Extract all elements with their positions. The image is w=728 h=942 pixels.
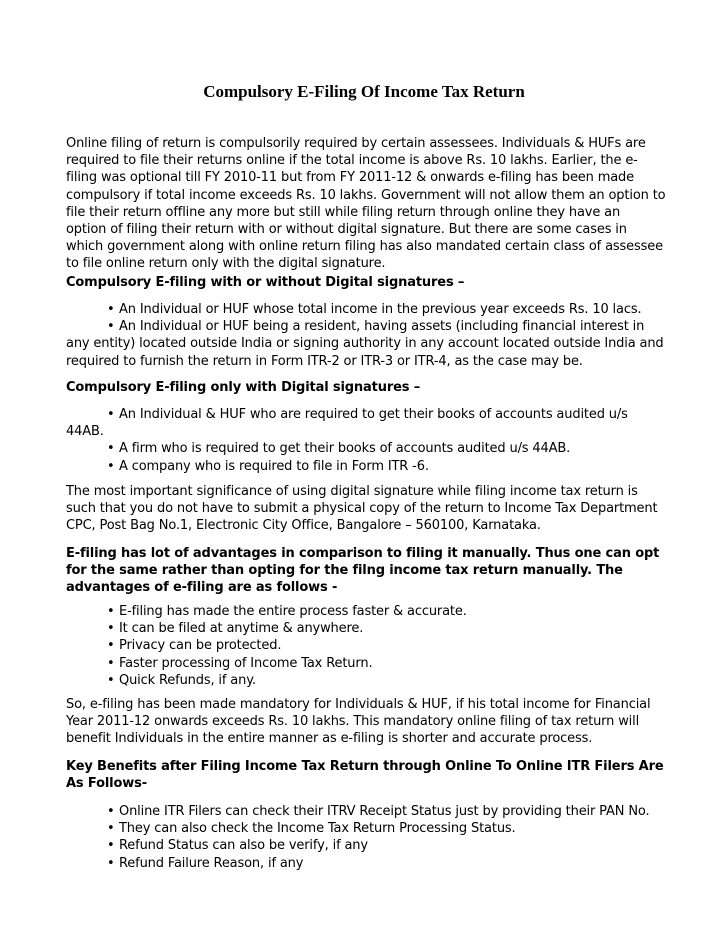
text-line: advantages of e-filing are as follows -: [66, 580, 338, 596]
section1-bullet-list: [66, 301, 666, 370]
bullet-icon: •: [107, 838, 115, 854]
bullet-icon: •: [107, 458, 115, 474]
bullet-icon: •: [107, 672, 115, 688]
text-line: The most important significance of using digital signature while filing income tax return is: [66, 484, 638, 499]
benefits-heading: [66, 758, 666, 792]
text-line: Online filing of return is compulsorily required by certain assessees. Individuals & HUFs are: [66, 136, 646, 151]
advantages-list: [66, 603, 666, 689]
list-item: • Quick Refunds, if any.: [107, 672, 256, 688]
list-item-continuation: 44AB.: [66, 424, 104, 440]
text-line: benefit Individuals in the entire manner as e-filing is shorter and accurate process.: [66, 731, 593, 747]
bullet-icon: •: [107, 441, 115, 457]
bullet-icon: •: [107, 804, 115, 819]
bullet-icon: •: [107, 302, 115, 317]
text-line: option of filing their return with or without digital signature. But there are some cases in: [66, 222, 627, 238]
benefits-list: [66, 803, 666, 872]
section-heading-only-with-digital-signatures: Compulsory E-filing only with Digital signatures –: [66, 380, 421, 395]
bullet-icon: •: [107, 855, 115, 871]
text-line: filing was optional till FY 2010-11 but from FY 2011-12 & onwards e-filing has been made: [66, 170, 634, 186]
section2-bullet-list: [66, 406, 666, 475]
list-item: • E-filing has made the entire process faster & accurate.: [107, 604, 467, 619]
list-item: • Refund Status can also be verify, if any: [107, 838, 368, 854]
intro-paragraph: [66, 135, 666, 273]
list-item: • An Individual & HUF who are required to get their books of accounts audited u/s: [107, 407, 628, 422]
bullet-icon: •: [107, 407, 115, 422]
text-line: compulsory if total income exceeds Rs. 10 lakhs. Government will not allow them an option to: [66, 187, 666, 203]
list-item: • Refund Failure Reason, if any: [107, 855, 304, 871]
list-item: • An Individual or HUF whose total income in the previous year exceeds Rs. 10 lacs.: [107, 302, 642, 317]
mandatory-paragraph: [66, 696, 666, 748]
bullet-icon: •: [107, 319, 115, 335]
section-heading-with-or-without-digital-signatures: Compulsory E-filing with or without Digital signatures –: [66, 275, 465, 290]
text-line: E-filing has lot of advantages in comparison to filing it manually. Thus one can opt: [66, 546, 660, 561]
bullet-icon: •: [107, 638, 115, 654]
list-item: • Online ITR Filers can check their ITRV Receipt Status just by providing their PAN No.: [107, 804, 650, 819]
list-item: • An Individual or HUF being a resident, having assets (including financial interest in: [107, 319, 645, 335]
list-item-continuation: required to furnish the return in Form ITR-2 or ITR-3 or ITR-4, as the case may be.: [66, 353, 583, 369]
text-line: such that you do not have to submit a physical copy of the return to Income Tax Department: [66, 501, 658, 517]
text-line: Year 2011-12 onwards exceeds Rs. 10 lakhs. This mandatory online filing of tax return will: [66, 714, 640, 730]
list-item: • A firm who is required to get their books of accounts audited u/s 44AB.: [107, 441, 571, 457]
text-line: file their return offline any more but still while filing return through online they have an: [66, 204, 621, 220]
list-item: • It can be filed at anytime & anywhere.: [107, 621, 364, 637]
bullet-icon: •: [107, 655, 115, 671]
list-item: • A company who is required to file in Form ITR -6.: [107, 458, 429, 474]
advantages-heading: [66, 545, 666, 597]
bullet-icon: •: [107, 604, 115, 619]
bullet-icon: •: [107, 621, 115, 637]
text-line: for the same rather than opting for the filng income tax return manually. The: [66, 563, 623, 579]
text-line: So, e-filing has been made mandatory for Individuals & HUF, if his total income for Financial: [66, 697, 651, 712]
list-item: • They can also check the Income Tax Return Processing Status.: [107, 821, 516, 837]
list-item-continuation: any entity) located outside India or signing authority in any account located outside India and: [66, 336, 664, 352]
text-line: required to file their returns online if the total income is above Rs. 10 lakhs. Earlier, the e-: [66, 153, 638, 169]
text-line: which government along with online return filing has also mandated certain class of assessee: [66, 239, 663, 255]
document-title: Compulsory E-Filing Of Income Tax Return: [203, 82, 525, 101]
text-line: Key Benefits after Filing Income Tax Return through Online To Online ITR Filers Are: [66, 759, 664, 774]
signature-paragraph: [66, 483, 666, 535]
text-line: As Follows-: [66, 776, 147, 792]
list-item: • Privacy can be protected.: [107, 638, 282, 654]
text-line: CPC, Post Bag No.1, Electronic City Office, Bangalore – 560100, Karnataka.: [66, 518, 541, 534]
bullet-icon: •: [107, 821, 115, 837]
list-item: • Faster processing of Income Tax Return.: [107, 655, 373, 671]
text-line: to file online return only with the digital signature.: [66, 256, 386, 272]
